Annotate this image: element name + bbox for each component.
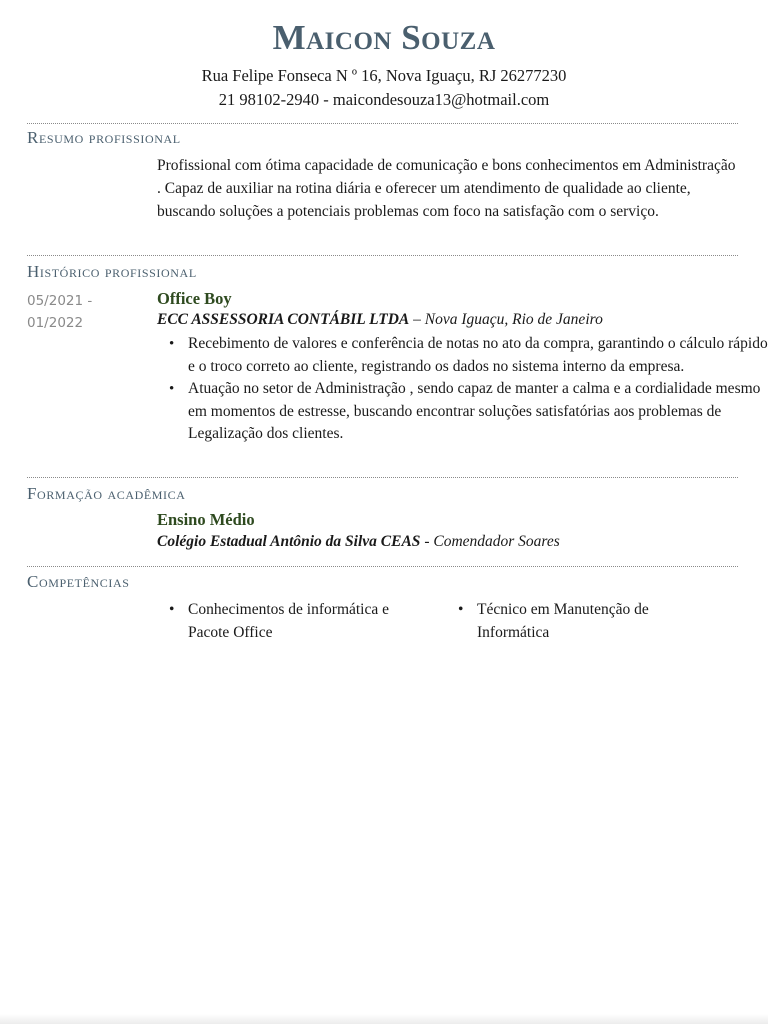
candidate-name: Maicon Souza bbox=[272, 18, 496, 57]
address-line: Rua Felipe Fonseca N º 16, Nova Iguaçu, RJ 26277230 bbox=[201, 66, 567, 85]
experience-section-title: Histórico profissional bbox=[27, 262, 197, 281]
job-date-start: 05/2021 - bbox=[27, 293, 93, 309]
list-item: • Recebimento de valores e conferência de notas no ato da compra, garantindo o cálculo rápido e o troco correto ao cliente, registrando os dados no sistema interno da empresa. bbox=[188, 333, 768, 378]
education-section-title: Formação acadêmica bbox=[27, 484, 186, 503]
job-date-end: 01/2022 bbox=[27, 315, 84, 331]
section-divider bbox=[27, 477, 738, 478]
job-company: ECC ASSESSORIA CONTÁBIL LTDA bbox=[157, 311, 410, 328]
job-dates bbox=[27, 290, 147, 334]
education-degree: Ensino Médio bbox=[157, 510, 255, 529]
education-school: Colégio Estadual Antônio da Silva CEAS bbox=[157, 533, 421, 550]
education-school-line bbox=[157, 533, 560, 551]
job-duties-list bbox=[157, 333, 768, 446]
summary-section-title: Resumo profissional bbox=[27, 128, 181, 147]
page-bottom-edge bbox=[0, 1014, 768, 1024]
section-divider bbox=[27, 123, 738, 124]
section-divider bbox=[27, 566, 738, 567]
skills-section-title: Competências bbox=[27, 572, 130, 591]
list-item: • Atuação no setor de Administração , sendo capaz de manter a calma e a cordialidade mesmo em momentos de estresse, buscando encontrar soluções satisfatórias aos problemas de Legalização dos clientes. bbox=[188, 378, 768, 446]
education-location: - Comendador Soares bbox=[420, 533, 560, 550]
job-role: Office Boy bbox=[157, 289, 232, 308]
list-item: • Conhecimentos de informática e Pacote Office bbox=[157, 599, 428, 644]
section-divider bbox=[27, 255, 738, 256]
job-employer bbox=[157, 311, 603, 329]
list-item: • Técnico em Manutenção de Informática bbox=[446, 599, 717, 644]
summary-text: Profissional com ótima capacidade de comunicação e bons conhecimentos em Administração . Capaz de auxiliar na rotina diária e oferecer um atendimento de qualidade ao cliente, buscando soluções a potenciais problemas com foco na satisfação com o serviço. bbox=[157, 157, 736, 220]
job-location: – Nova Iguaçu, Rio de Janeiro bbox=[409, 311, 603, 328]
contact-line: 21 98102-2940 - maicondesouza13@hotmail.com bbox=[218, 90, 550, 109]
